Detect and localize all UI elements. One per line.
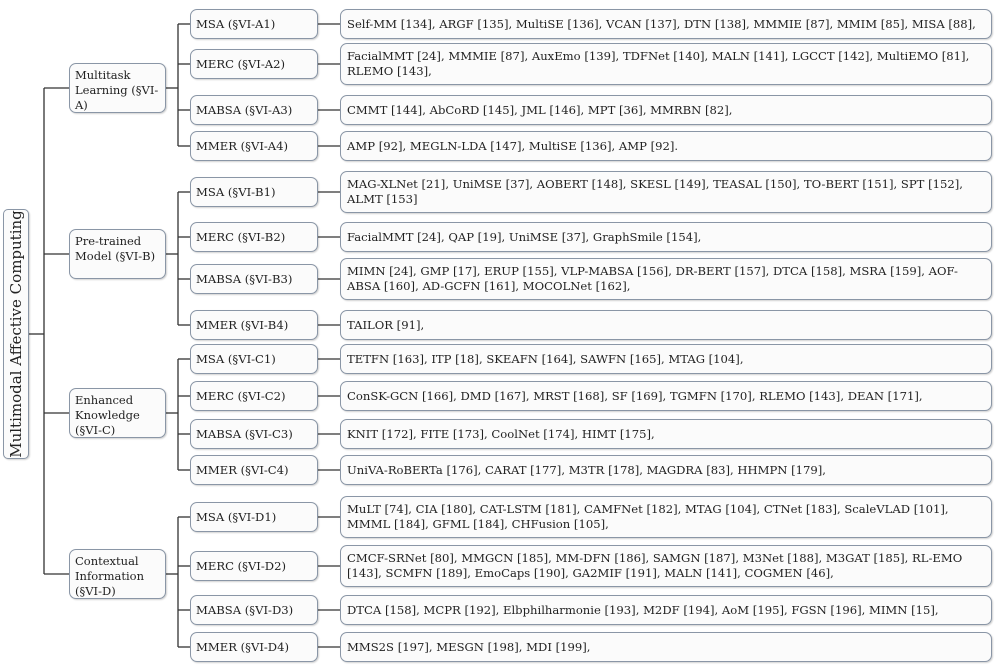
method-list-text: CMCF-SRNet [80], MMGCN [185], MM-DFN [186], SAMGN [187], M3Net [188], M3GAT [185], RL-EMO [143], SCMFN [189], EmoCaps [190], GA2MIF [191], MALN [141], COGMEN [46], (347, 551, 963, 580)
subcategory-node: MERC (§VI-C2) (190, 381, 318, 411)
method-list-text: ConSK-GCN [166], DMD [167], MRST [168], SF [169], TGMFN [170], RLEMO [143], DEAN [171], (347, 388, 923, 403)
method-list (340, 595, 992, 625)
method-list-text: CMMT [144], AbCoRD [145], JML [146], MPT [36], MMRBN [82], (347, 102, 733, 117)
root-node (3, 209, 29, 459)
subcategory-node: MERC (§VI-A2) (190, 49, 318, 79)
method-list-text: MuLT [74], CIA [180], CAT-LSTM [181], CAMFNet [182], MTAG [104], CTNet [183], ScaleVLAD [101], MMML [184], GFML [184], CHFusion [105], (347, 502, 949, 531)
method-list-text: Self-MM [134], ARGF [135], MultiSE [136], VCAN [137], DTN [138], MMMIE [87], MMIM [85], MISA [88], (347, 16, 976, 31)
method-list (340, 43, 992, 85)
subcategory-node: MSA (§VI-D1) (190, 502, 318, 532)
method-list-text: TETFN [163], ITP [18], SKEAFN [164], SAWFN [165], MTAG [104], (347, 351, 744, 366)
method-list (340, 419, 992, 449)
method-list-text: AMP [92], MEGLN-LDA [147], MultiSE [136], AMP [92]. (347, 138, 679, 153)
method-list-text: DTCA [158], MCPR [192], Elbphilharmonie [193], M2DF [194], AoM [195], FGSN [196], MIMN [15], (347, 602, 939, 617)
method-list-text: MIMN [24], GMP [17], ERUP [155], VLP-MABSA [156], DR-BERT [157], DTCA [158], MSRA [159], AOF-ABSA [160], AD-GCFN [161], MOCOLNet [162], (347, 264, 958, 293)
subcategory-node: MSA (§VI-B1) (190, 177, 318, 207)
method-list (340, 545, 992, 587)
method-list (340, 344, 992, 374)
method-list-text: MAG-XLNet [21], UniMSE [37], AOBERT [148], SKESL [149], TEASAL [150], TO-BERT [151], SPT [152], ALMT [153] (347, 177, 963, 206)
method-list (340, 258, 992, 300)
subcategory-node: MMER (§VI-C4) (190, 455, 318, 485)
method-list-text: UniVA-RoBERTa [176], CARAT [177], M3TR [178], MAGDRA [83], HHMPN [179], (347, 462, 826, 477)
subcategory-node: MABSA (§VI-C3) (190, 419, 318, 449)
method-list (340, 171, 992, 213)
group-node: Contextual Information (§VI-D) (69, 549, 166, 599)
subcategory-node: MABSA (§VI-B3) (190, 264, 318, 294)
subcategory-node: MERC (§VI-B2) (190, 222, 318, 252)
subcategory-node: MMER (§VI-B4) (190, 310, 318, 340)
subcategory-node: MSA (§VI-C1) (190, 344, 318, 374)
method-list (340, 9, 992, 39)
method-list (340, 131, 992, 161)
method-list-text: MMS2S [197], MESGN [198], MDI [199], (347, 639, 591, 654)
subcategory-node: MMER (§VI-A4) (190, 131, 318, 161)
method-list (340, 496, 992, 538)
method-list (340, 222, 992, 252)
subcategory-node: MSA (§VI-A1) (190, 9, 318, 39)
method-list-text: FacialMMT [24], MMMIE [87], AuxEmo [139], TDFNet [140], MALN [141], LGCCT [142], MultiEMO [81], RLEMO [143], (347, 49, 970, 78)
subcategory-node: MERC (§VI-D2) (190, 551, 318, 581)
subcategory-node: MABSA (§VI-D3) (190, 595, 318, 625)
method-list-text: KNIT [172], FITE [173], CoolNet [174], HIMT [175], (347, 426, 655, 441)
group-node: Pre-trained Model (§VI-B) (69, 229, 166, 279)
method-list (340, 632, 992, 662)
group-node: Multitask Learning (§VI-A) (69, 63, 166, 113)
root-label: Multimodal Affective Computing (7, 210, 25, 458)
method-list-text: FacialMMT [24], QAP [19], UniMSE [37], GraphSmile [154], (347, 229, 702, 244)
group-node: Enhanced Knowledge (§VI-C) (69, 388, 166, 438)
method-list (340, 381, 992, 411)
subcategory-node: MMER (§VI-D4) (190, 632, 318, 662)
method-list (340, 95, 992, 125)
method-list (340, 455, 992, 485)
subcategory-node: MABSA (§VI-A3) (190, 95, 318, 125)
method-list (340, 310, 992, 340)
method-list-text: TAILOR [91], (347, 317, 425, 332)
